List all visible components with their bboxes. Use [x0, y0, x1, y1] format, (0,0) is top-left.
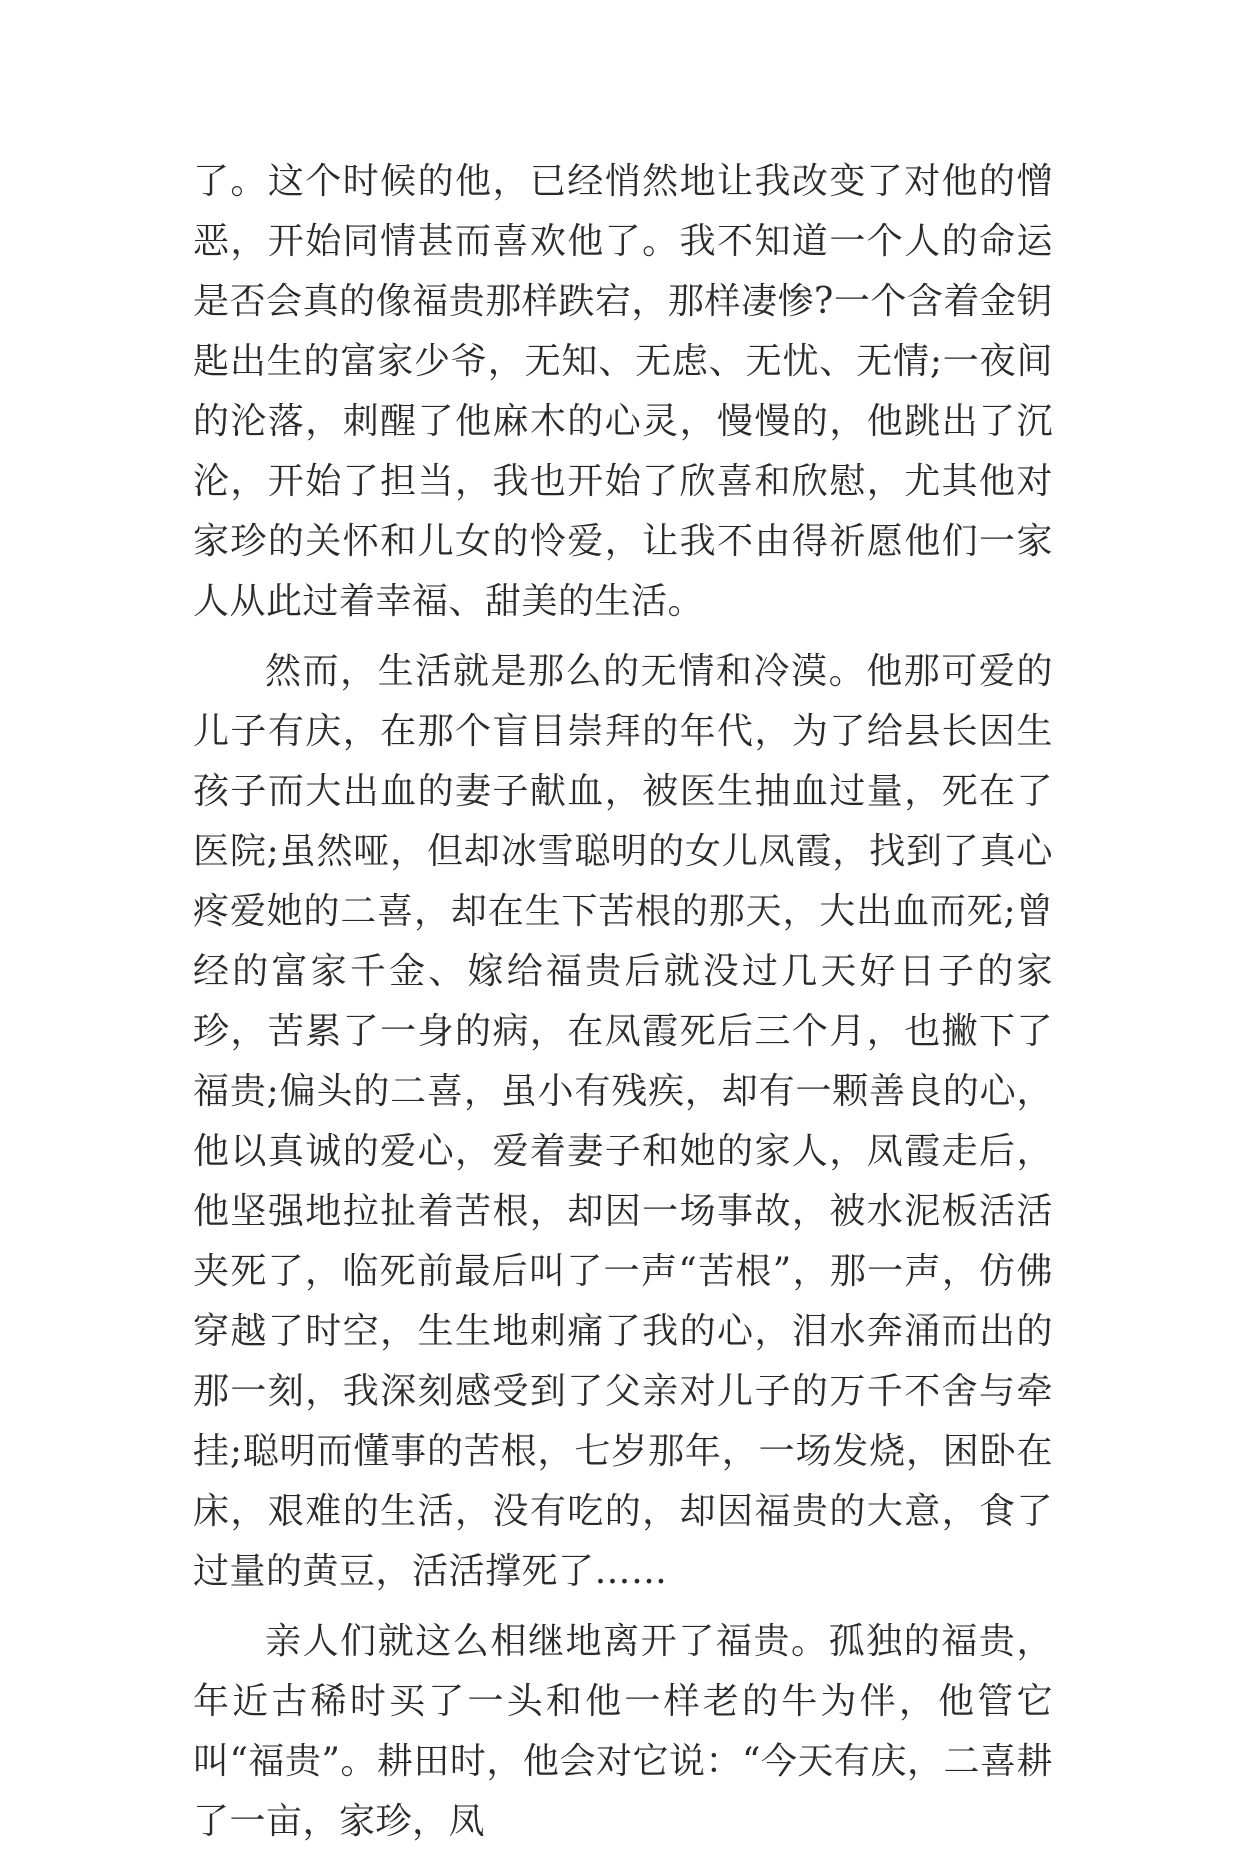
paragraph-2: 然而，生活就是那么的无情和冷漠。他那可爱的儿子有庆，在那个盲目崇拜的年代，为了给县长因生孩子而大出血的妻子献血，被医生抽血过量，死在了医院;虽然哑，但却冰雪聪明的女儿凤霞，找到了真心疼爱她的二喜，却在生下苦根的那天，大出血而死;曾经的富家千金、嫁给福贵后就没过几天好日子的家珍，苦累了一身的病，在凤霞死后三个月，也撇下了福贵;偏头的二喜，虽小有残疾，却有一颗善良的心，他以真诚的爱心，爱着妻子和她的家人，凤霞走后，他坚强地拉扯着苦根，却因一场事故，被水泥板活活夹死了，临死前最后叫了一声“苦根”，那一声，仿佛穿越了时空，生生地刺痛了我的心，泪水奔涌而出的那一刻，我深刻感受到了父亲对儿子的万千不舍与牵挂;聪明而懂事的苦根，七岁那年，一场发烧，困卧在床，艰难的生活，没有吃的，却因福贵的大意，食了过量的黄豆，活活撑死了……	[193, 651, 1053, 1592]
paragraph-3: 亲人们就这么相继地离开了福贵。孤独的福贵，年近古稀时买了一头和他一样老的牛为伴，他管它叫“福贵”。耕田时，他会对它说：“今天有庆，二喜耕了一亩，家珍，凤	[193, 1621, 1053, 1842]
body-text	[193, 152, 1053, 1862]
paragraph-1: 了。这个时候的他，已经悄然地让我改变了对他的憎恶，开始同情甚而喜欢他了。我不知道一个人的命运是否会真的像福贵那样跌宕，那样凄惨?一个含着金钥匙出生的富家少爷，无知、无虑、无忧、无情;一夜间的沦落，刺醒了他麻木的心灵，慢慢的，他跳出了沉沦，开始了担当，我也开始了欣喜和欣慰，尤其他对家珍的关怀和儿女的怜爱，让我不由得祈愿他们一家人从此过着幸福、甜美的生活。	[193, 161, 1053, 622]
